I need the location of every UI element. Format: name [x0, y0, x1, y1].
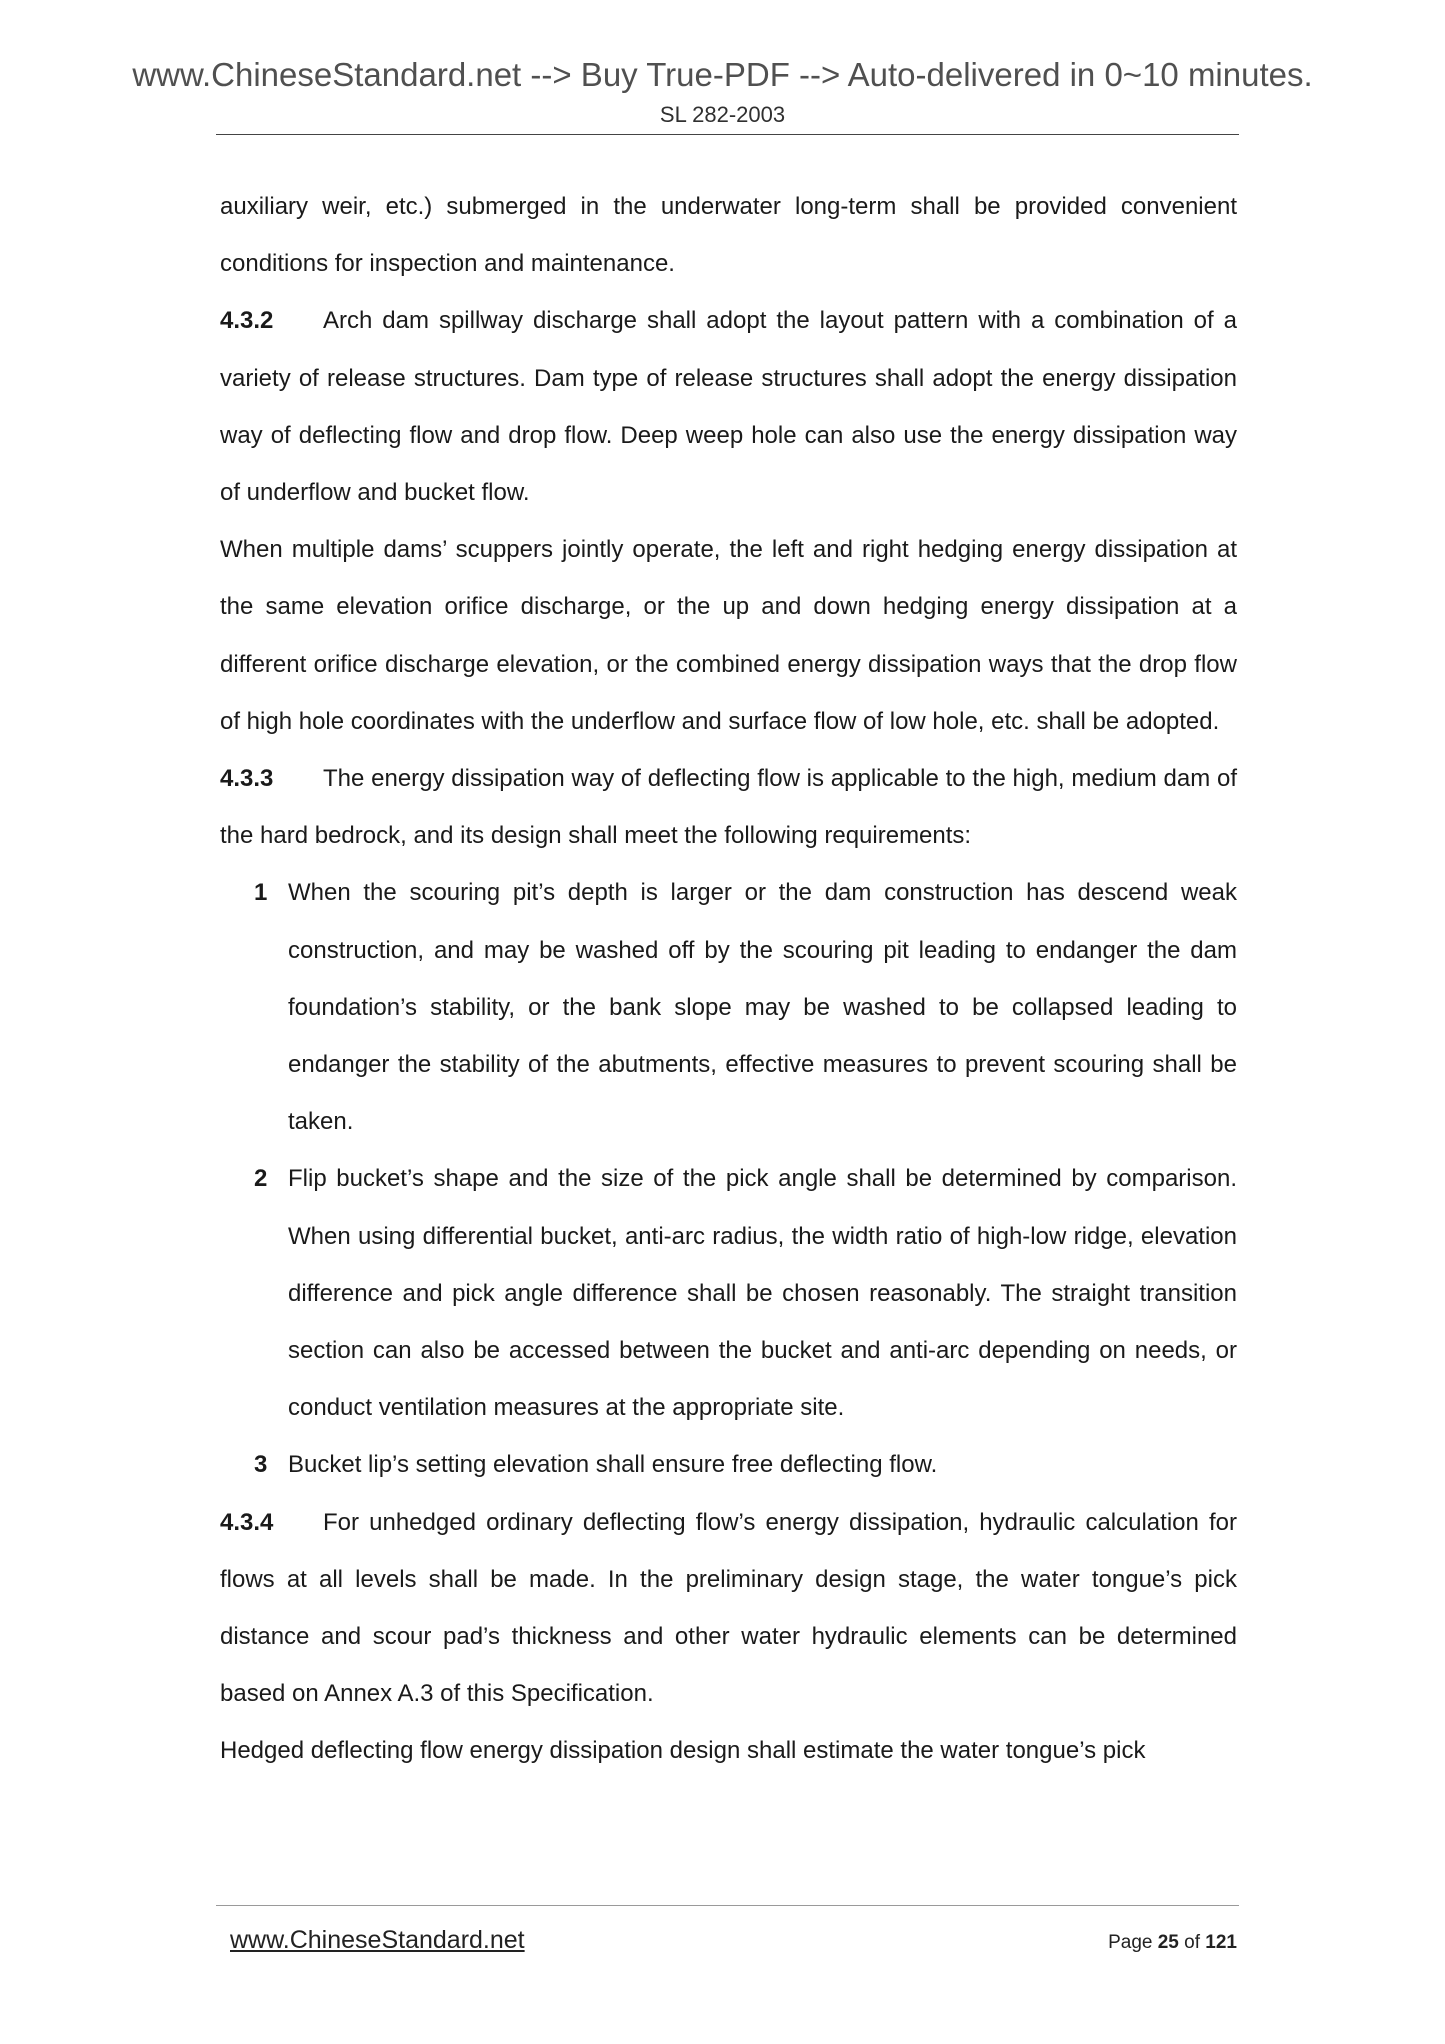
clause-text: For unhedged ordinary deflecting flow’s energy dissipation, hydraulic calculation for flows at all levels shall be made. In the preliminary design stage, the water tongue’s pick distance and scour pad’s thickness and other water hydraulic elements can be determined based on Annex A.3 of this Specification.	[220, 1508, 1237, 1708]
list-item-text: Bucket lip’s setting elevation shall ensure free deflecting flow.	[288, 1451, 938, 1479]
list-item-text: When the scouring pit’s depth is larger or the dam construction has descend weak construction, and may be washed off by the scouring pit leading to endanger the dam foundation’s stability, or the bank slope may be washed to be collapsed leading to endanger the stability of the abutments, effective measures to prevent scouring shall be taken.	[288, 879, 1237, 1136]
header-rule	[216, 134, 1239, 135]
page-content	[220, 178, 1237, 1780]
list-item	[220, 1436, 1237, 1493]
list-item-number: 3	[254, 1451, 268, 1479]
clause-4-3-4-paragraph-2: Hedged deflecting flow energy dissipation design shall estimate the water tongue’s pick	[220, 1737, 1146, 1765]
footer-site-link[interactable]: www.ChineseStandard.net	[230, 1926, 525, 1954]
header-banner: www.ChineseStandard.net --> Buy True-PDF --> Auto-delivered in 0~10 minutes.	[132, 56, 1313, 93]
page-total: 121	[1205, 1932, 1237, 1953]
page-word: Page	[1108, 1932, 1153, 1953]
list-item	[220, 1150, 1237, 1436]
clause-number: 4.3.4	[220, 1508, 274, 1536]
page-number	[1108, 1933, 1237, 1952]
clause-text: Arch dam spillway discharge shall adopt the layout pattern with a combination of a variety of release structures. Dam type of release structures shall adopt the energy dissipation way of deflecting flow and drop flow. Deep weep hole can also use the energy dissipation way of underflow and bucket flow.	[220, 307, 1237, 507]
clause-4-3-4	[220, 1494, 1237, 1723]
standard-code: SL 282-2003	[659, 102, 786, 127]
clause-text: The energy dissipation way of deflecting flow is applicable to the high, medium dam of the hard bedrock, and its design shall meet the following requirements:	[220, 765, 1237, 850]
clause-number: 4.3.3	[220, 765, 274, 793]
clause-4-3-2	[220, 292, 1237, 521]
clause-4-3-2-paragraph-2: When multiple dams’ scuppers jointly operate, the left and right hedging energy dissipation at the same elevation orifice discharge, or the up and down hedging energy dissipation at a different orifice discharge elevation, or the combined energy dissipation ways that the drop flow of high hole coordinates with the underflow and surface flow of low hole, etc. shall be adopted.	[220, 536, 1237, 735]
list-item-text: Flip bucket’s shape and the size of the pick angle shall be determined by comparison. When using differential bucket, anti-arc radius, the width ratio of high-low ridge, elevation difference and pick angle difference shall be chosen reasonably. The straight transition section can also be accessed between the bucket and anti-arc depending on needs, or conduct ventilation measures at the appropriate site.	[288, 1165, 1237, 1422]
list-item-number: 1	[254, 879, 268, 907]
continuation-paragraph: auxiliary weir, etc.) submerged in the underwater long-term shall be provided convenient conditions for inspection and maintenance.	[220, 193, 1237, 278]
clause-4-3-3	[220, 750, 1237, 864]
of-word: of	[1184, 1932, 1201, 1953]
footer-rule	[216, 1905, 1239, 1906]
clause-number: 4.3.2	[220, 307, 274, 335]
list-item	[220, 864, 1237, 1150]
page-current: 25	[1157, 1932, 1179, 1953]
list-item-number: 2	[254, 1165, 268, 1193]
